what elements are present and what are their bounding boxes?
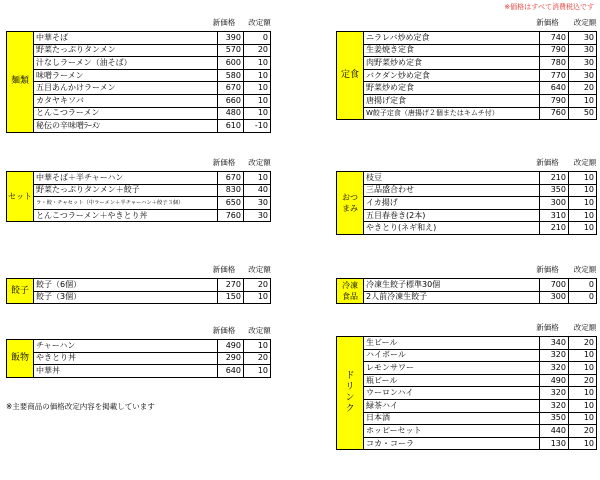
left-section-3 [6, 323, 272, 379]
item-name: 秘伝の辛味噌ﾗｰﾒﾝ [34, 120, 218, 133]
table-row [7, 57, 271, 70]
table-row [7, 352, 271, 365]
table-row [337, 44, 597, 57]
header-revision-amount: 改定額 [248, 264, 271, 274]
price-table [6, 339, 271, 378]
item-name: 中華そば＋半チャーハン [34, 172, 218, 185]
table-row [337, 94, 597, 107]
item-name: 野菜たっぷりタンメン＋餃子 [34, 184, 218, 197]
item-name: 野菜たっぷりタンメン [34, 44, 218, 57]
new-price: 600 [218, 57, 244, 70]
header-revision-amount: 改定額 [573, 264, 597, 274]
revision-amount: 20 [244, 352, 271, 365]
revision-amount: 10 [569, 399, 597, 412]
column-header [205, 262, 276, 276]
price-table [6, 278, 271, 304]
item-name: 五目あんかけラーメン [34, 82, 218, 95]
revision-amount: 30 [569, 44, 597, 57]
item-name: ハイボール [364, 349, 540, 362]
table-row [337, 412, 597, 425]
category-label: 飯物 [7, 340, 34, 378]
table-row [7, 69, 271, 82]
item-name: ニラレバ炒め定食 [364, 32, 540, 45]
header-new-price: 新価格 [212, 17, 236, 27]
header-new-price: 新価格 [212, 325, 236, 335]
left-section-2 [6, 262, 272, 305]
item-name: 枝豆 [364, 172, 540, 185]
new-price: 350 [540, 184, 569, 197]
item-name: 生ビール [364, 337, 540, 350]
item-name: イカ揚げ [364, 197, 540, 210]
new-price: 700 [540, 279, 569, 292]
item-name: コカ・コーラ [364, 437, 540, 450]
table-row [7, 44, 271, 57]
item-name: 味噌ラーメン [34, 69, 218, 82]
new-price: 310 [540, 209, 569, 222]
new-price: 390 [218, 32, 244, 45]
table-row [7, 82, 271, 95]
new-price: 270 [218, 279, 244, 292]
table-row [7, 279, 271, 292]
revision-amount: 10 [569, 209, 597, 222]
revision-amount: 10 [569, 222, 597, 235]
table-row [337, 82, 597, 95]
item-name: 冷凍生餃子標準30個 [364, 279, 540, 292]
item-name: 五目春巻き(2本) [364, 209, 540, 222]
revision-amount: 10 [569, 437, 597, 450]
category-label: 定食 [337, 32, 364, 120]
header-revision-amount: 改定額 [573, 157, 597, 167]
column-header [527, 155, 600, 169]
table-row [337, 69, 597, 82]
revision-amount: 20 [569, 82, 597, 95]
new-price: 610 [218, 120, 244, 133]
new-price: 300 [540, 197, 569, 210]
table-row [337, 32, 597, 45]
revision-amount: 20 [244, 44, 271, 57]
revision-amount: 10 [569, 387, 597, 400]
table-row [337, 107, 597, 120]
category-label: おつまみ [337, 172, 364, 235]
table-row [337, 399, 597, 412]
table-row [337, 362, 597, 375]
table-row [337, 437, 597, 450]
header-revision-amount: 改定額 [573, 17, 597, 27]
new-price: 640 [540, 82, 569, 95]
table-row [7, 120, 271, 133]
item-name: 緑茶ハイ [364, 399, 540, 412]
revision-amount: 30 [244, 197, 271, 210]
new-price: 320 [540, 362, 569, 375]
revision-amount: 20 [569, 425, 597, 438]
revision-amount: 10 [244, 57, 271, 70]
table-row [7, 94, 271, 107]
new-price: 670 [218, 172, 244, 185]
category-label: セット [7, 172, 34, 222]
item-name: 肉野菜炒め定食 [364, 57, 540, 70]
new-price: 760 [218, 209, 244, 222]
price-table [336, 171, 597, 235]
table-row [7, 365, 271, 378]
table-row [337, 349, 597, 362]
table-row [7, 107, 271, 120]
new-price: 670 [218, 82, 244, 95]
revision-amount: 20 [569, 374, 597, 387]
item-name: チャーハン [34, 340, 218, 353]
header-revision-amount: 改定額 [248, 157, 271, 167]
new-price: 660 [218, 94, 244, 107]
item-name: とんこつラーメン [34, 107, 218, 120]
revision-amount: 10 [244, 82, 271, 95]
table-row [337, 279, 597, 292]
revision-amount: 50 [569, 107, 597, 120]
right-section-2 [336, 262, 598, 305]
item-name: 唐揚げ定食 [364, 94, 540, 107]
price-table [336, 336, 597, 450]
item-name: 野菜炒め定食 [364, 82, 540, 95]
revision-amount: 30 [569, 57, 597, 70]
category-label: 冷凍食品 [337, 279, 364, 304]
new-price: 480 [218, 107, 244, 120]
new-price: 490 [218, 340, 244, 353]
new-price: 320 [540, 399, 569, 412]
revision-amount: 40 [244, 184, 271, 197]
item-name: やきとり(ネギ和え) [364, 222, 540, 235]
new-price: 150 [218, 291, 244, 304]
revision-amount: 10 [569, 197, 597, 210]
item-name: ホッピーセット [364, 425, 540, 438]
revision-amount: 10 [569, 172, 597, 185]
revision-amount: 10 [569, 362, 597, 375]
revision-amount: 10 [244, 291, 271, 304]
right-section-3 [336, 320, 598, 451]
item-name: レモンサワー [364, 362, 540, 375]
table-row [7, 197, 271, 210]
new-price: 640 [218, 365, 244, 378]
revision-amount: 10 [244, 365, 271, 378]
item-name: 餃子（6個） [34, 279, 218, 292]
table-row [337, 209, 597, 222]
left-section-1 [6, 155, 272, 223]
header-new-price: 新価格 [536, 17, 559, 27]
revision-amount: 0 [569, 291, 597, 304]
new-price: 320 [540, 349, 569, 362]
right-section-1 [336, 155, 598, 236]
header-new-price: 新価格 [212, 264, 236, 274]
category-label: 麺類 [7, 32, 34, 133]
revision-amount: 0 [244, 32, 271, 45]
column-header [205, 323, 276, 337]
table-row [337, 374, 597, 387]
table-row [7, 32, 271, 45]
revision-amount: 10 [569, 349, 597, 362]
header-new-price: 新価格 [536, 157, 559, 167]
table-row [337, 222, 597, 235]
category-label: 餃子 [7, 279, 34, 304]
item-name: 2人前冷凍生餃子 [364, 291, 540, 304]
table-row [337, 425, 597, 438]
item-name: W餃子定食（唐揚げ２個またはキムチ付） [364, 107, 540, 120]
column-header [527, 320, 600, 334]
table-row [7, 209, 271, 222]
header-revision-amount: 改定額 [248, 325, 271, 335]
header-new-price: 新価格 [536, 264, 559, 274]
footnote: ※主要商品の価格改定内容を掲載しています [6, 402, 155, 411]
table-row [337, 387, 597, 400]
table-row [7, 172, 271, 185]
revision-amount: 10 [244, 94, 271, 107]
table-row [337, 337, 597, 350]
new-price: 830 [218, 184, 244, 197]
new-price: 350 [540, 412, 569, 425]
revision-amount: 10 [244, 107, 271, 120]
item-name: とんこつラーメン＋やきとり丼 [34, 209, 218, 222]
revision-amount: 10 [569, 184, 597, 197]
table-row [7, 291, 271, 304]
column-header [527, 262, 600, 276]
price-table [336, 31, 597, 120]
header-revision-amount: 改定額 [573, 322, 597, 332]
revision-amount: 10 [244, 172, 271, 185]
revision-amount: 10 [244, 340, 271, 353]
price-table [6, 171, 271, 222]
item-name: 生姜焼き定食 [364, 44, 540, 57]
table-row [7, 184, 271, 197]
table-row [337, 291, 597, 304]
revision-amount: 30 [569, 69, 597, 82]
new-price: 490 [540, 374, 569, 387]
revision-amount: 10 [569, 412, 597, 425]
new-price: 130 [540, 437, 569, 450]
item-name: 三品盛合わせ [364, 184, 540, 197]
item-name: 瓶ビール [364, 374, 540, 387]
item-name: ウーロンハイ [364, 387, 540, 400]
category-label: ドリンク [337, 337, 364, 450]
left-section-0 [6, 15, 272, 134]
table-row [337, 184, 597, 197]
revision-amount: 10 [244, 69, 271, 82]
revision-amount: 30 [244, 209, 271, 222]
table-row [337, 57, 597, 70]
new-price: 340 [540, 337, 569, 350]
new-price: 580 [218, 69, 244, 82]
item-name: カタヤキソバ [34, 94, 218, 107]
revision-amount: 30 [569, 32, 597, 45]
new-price: 300 [540, 291, 569, 304]
new-price: 740 [540, 32, 569, 45]
price-table [6, 31, 271, 133]
revision-amount: 20 [569, 337, 597, 350]
table-row [7, 340, 271, 353]
column-header [205, 15, 276, 29]
new-price: 440 [540, 425, 569, 438]
item-name: 汁なしラーメン（油そば） [34, 57, 218, 70]
right-section-0 [336, 15, 598, 121]
new-price: 760 [540, 107, 569, 120]
item-name: 日本酒 [364, 412, 540, 425]
item-name: バクダン炒め定食 [364, 69, 540, 82]
revision-amount: 20 [244, 279, 271, 292]
revision-amount: 0 [569, 279, 597, 292]
table-row [337, 197, 597, 210]
column-header [205, 155, 276, 169]
tax-notice: ※価格はすべて消費税込です [504, 3, 594, 11]
item-name: やきとり丼 [34, 352, 218, 365]
header-revision-amount: 改定額 [248, 17, 271, 27]
column-header [527, 15, 600, 29]
new-price: 770 [540, 69, 569, 82]
new-price: 210 [540, 172, 569, 185]
new-price: 210 [540, 222, 569, 235]
item-name: 餃子（3個） [34, 291, 218, 304]
new-price: 570 [218, 44, 244, 57]
header-new-price: 新価格 [536, 322, 559, 332]
revision-amount: -10 [244, 120, 271, 133]
item-name: 中華そば [34, 32, 218, 45]
new-price: 780 [540, 57, 569, 70]
item-name: 中華丼 [34, 365, 218, 378]
item-name: ラ・餃・チャセット（中ラーメン＋半チャーハン＋餃子３個） [34, 197, 218, 210]
revision-amount: 10 [569, 94, 597, 107]
new-price: 290 [218, 352, 244, 365]
price-table [336, 278, 597, 304]
new-price: 790 [540, 94, 569, 107]
new-price: 650 [218, 197, 244, 210]
table-row [337, 172, 597, 185]
new-price: 790 [540, 44, 569, 57]
new-price: 320 [540, 387, 569, 400]
header-new-price: 新価格 [212, 157, 236, 167]
